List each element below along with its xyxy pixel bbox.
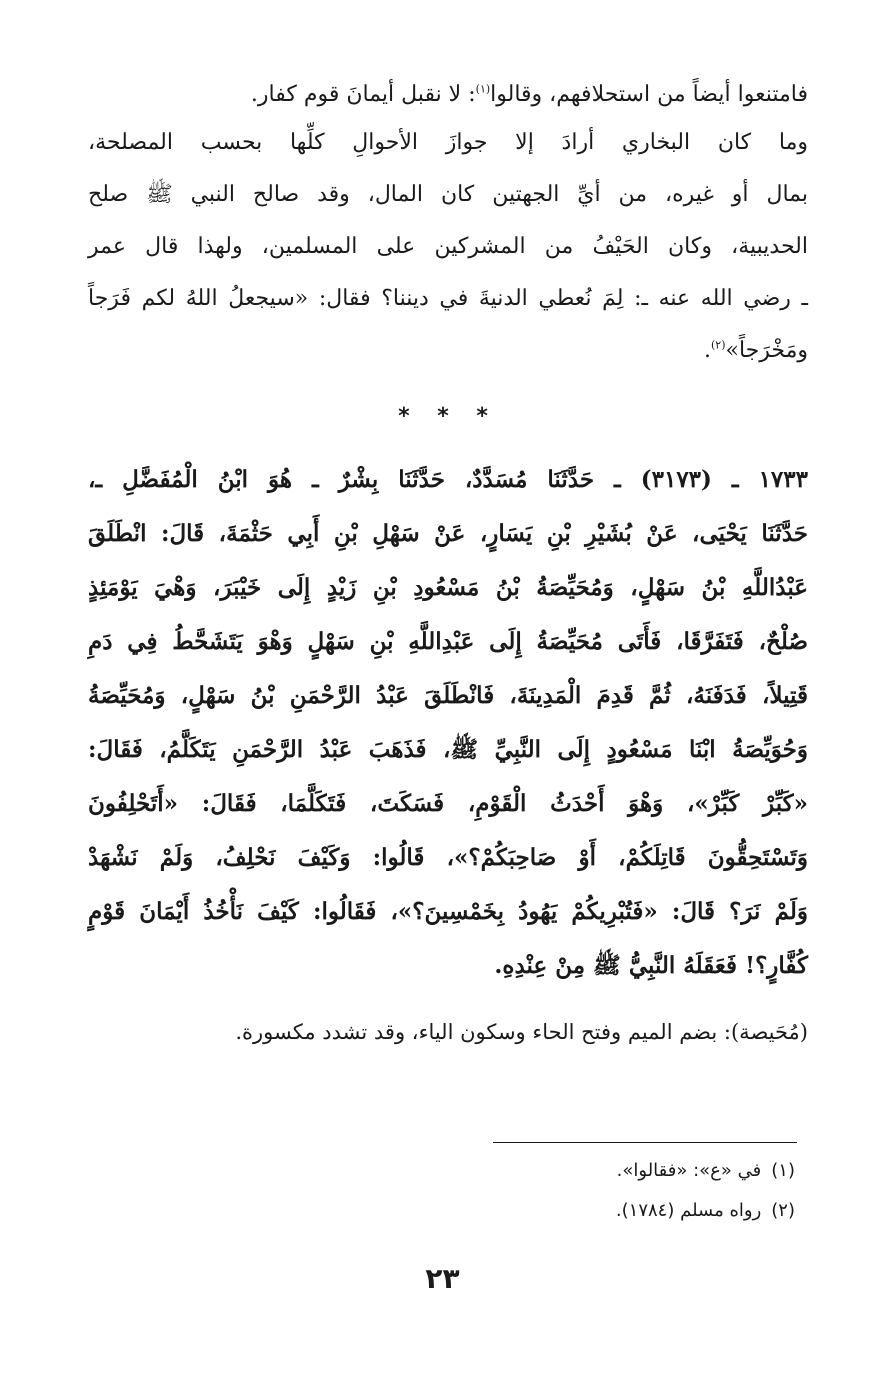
intro-line: وما كان البخاري أرادَ إلا جوازَ الأحوالِ كلِّها بحسب المصلحة، <box>88 130 808 155</box>
footnote-marker[interactable]: (٢) <box>710 338 726 352</box>
section-separator: * * * <box>398 404 498 429</box>
hadith-line: قَتِيلاً، فَدَفَنَهُ، ثُمَّ قَدِمَ الْمَدِينَةَ، فَانْطَلَقَ عَبْدُ الرَّحْمَنِ بْنُ سَهْلٍ، وَمُحَيِّصَةُ <box>88 682 808 709</box>
footnote-text: رواه مسلم (١٧٨٤). <box>615 1200 762 1221</box>
intro-line <box>88 84 808 132</box>
intro-text: . <box>703 338 711 363</box>
intro-line: الحديبية، وكان الحَيْفُ من المشركين على المسلمين، ولهذا قال عمر <box>88 234 808 259</box>
hadith-text <box>88 468 808 1008</box>
page-number: ٢٣ <box>425 1262 460 1295</box>
hadith-line: ١٧٣٣ ـ (٣١٧٣) ـ حَدَّثَنَا مُسَدَّدٌ، حَدَّثَنَا بِشْرٌ ـ هُوَ ابْنُ الْمُفَضَّلِ ـ، <box>88 466 808 493</box>
footnote-divider <box>493 1142 797 1143</box>
intro-paragraph <box>88 84 808 392</box>
intro-text: : لا نقبل أيمانَ قوم كفار. <box>250 82 476 107</box>
intro-line <box>88 340 808 392</box>
footnote-text: في «ع»: «فقالوا». <box>616 1160 762 1181</box>
intro-line: بمال أو غيره، من أيِّ الجهتين كان المال، وقد صالح النبي ﷺ صلح <box>88 182 808 207</box>
hadith-line: وَتَسْتَحِقُّونَ قَاتِلَكُمْ، أَوْ صَاحِبَكُمْ؟»، قَالُوا: وَكَيْفَ نَحْلِفُ، وَلَمْ نَشْهَدْ <box>88 844 808 871</box>
footnote-2 <box>616 1200 795 1240</box>
hadith-line: وَحُوَيِّصَةُ ابْنَا مَسْعُودٍ إِلَى النَّبِيِّ ﷺ، فَذَهَبَ عَبْدُ الرَّحْمَنِ يَتَكَلَّمُ، فَقَالَ: <box>88 736 808 763</box>
hadith-line: «كَبِّرْ كَبِّرْ»، وَهْوَ أَحْدَثُ الْقَوْمِ، فَسَكَتَ، فَتَكَلَّمَا، فَقَالَ: «أَتَحْلِفُونَ <box>88 790 808 817</box>
word-gloss: (مُحَيصة): بضم الميم وفتح الحاء وسكون الياء، وقد تشدد مكسورة. <box>235 1020 808 1044</box>
hadith-line: صُلْحٌ، فَتَفَرَّقَا، فَأَتَى مُحَيِّصَةُ إِلَى عَبْدِاللَّهِ بْنِ سَهْلٍ وَهْوَ يَتَشَحَّطُ فِي دَمِ <box>88 628 808 655</box>
intro-text: فامتنعوا أيضاً من استحلافهم، وقالوا <box>490 82 808 107</box>
footnote-number: (٢) <box>771 1200 795 1221</box>
hadith-line: كُفَّارٍ؟! فَعَقَلَهُ النَّبِيُّ ﷺ مِنْ عِنْدِهِ. <box>494 952 808 979</box>
intro-text: ومَخْرَجاً» <box>725 338 808 363</box>
hadith-line: وَلَمْ نَرَ؟ قَالَ: «فَتُبْرِيكُمْ يَهُودُ بِخَمْسِينَ؟»، فَقَالُوا: كَيْفَ نَأْخُذُ أَيْمَانَ قَوْمٍ <box>88 898 808 925</box>
footnote-1 <box>616 1160 795 1200</box>
footnote-marker[interactable]: (١) <box>475 82 491 96</box>
footnotes <box>616 1160 795 1240</box>
footnote-number: (١) <box>771 1160 795 1181</box>
page-body <box>88 84 808 1064</box>
intro-line: ـ رضي الله عنه ـ: لِمَ نُعطي الدنيةَ في ديننا؟ فقال: «سيجعلُ اللهُ لكم فَرَجاً <box>88 286 808 311</box>
hadith-line: عَبْدُاللَّهِ بْنُ سَهْلٍ، وَمُحَيِّصَةُ بْنُ مَسْعُودِ بْنِ زَيْدٍ إِلَى خَيْبَرَ، وَهْيَ يَوْمَئِذٍ <box>88 574 808 601</box>
hadith-line: حَدَّثَنَا يَحْيَى، عَنْ بُشَيْرِ بْنِ يَسَارٍ، عَنْ سَهْلِ بْنِ أَبِي حَثْمَةَ، قَالَ: انْطَلَقَ <box>88 520 808 547</box>
